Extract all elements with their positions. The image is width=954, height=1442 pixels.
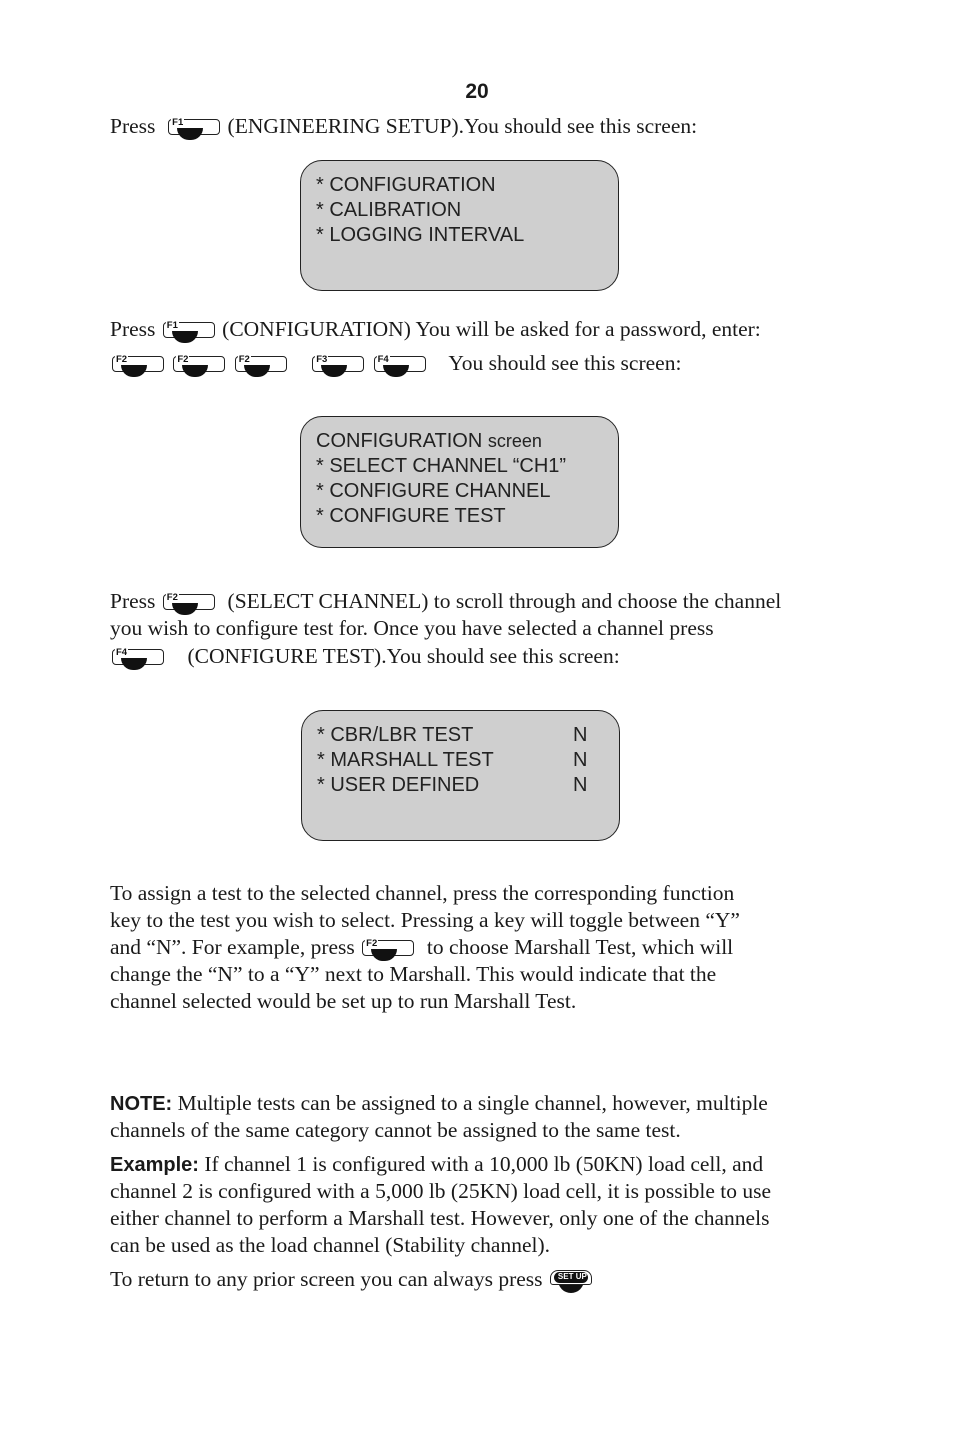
- step3-line2: you wish to configure test for. Once you have selected a channel press: [110, 616, 714, 640]
- step2-text: (CONFIGURATION) You will be asked for a password, enter:: [222, 317, 761, 341]
- f4-key-icon: F4: [374, 352, 426, 378]
- note-line: NOTE: Multiple tests can be assigned to a single channel, however, multiple: [110, 1091, 768, 1115]
- lcd-line: * CONFIGURATION: [316, 174, 496, 196]
- f1-key-icon: F1: [163, 318, 215, 344]
- example-line: can be used as the load channel (Stability channel).: [110, 1233, 550, 1257]
- lcd-line: * CALIBRATION: [316, 199, 462, 221]
- note-line: channels of the same category cannot be assigned to the same test.: [110, 1118, 681, 1142]
- assign-line: channel selected would be set up to run Marshall Test.: [110, 989, 577, 1013]
- lcd-screen-engineering-setup: [300, 160, 619, 291]
- lcd-row: * USER DEFINED N: [317, 774, 588, 796]
- lcd-row: * CBR/LBR TEST N: [317, 724, 588, 746]
- lcd-line: * LOGGING INTERVAL: [316, 224, 525, 246]
- setup-key-icon: SET UP: [550, 1268, 594, 1294]
- step1-text: (ENGINEERING SETUP).You should see this screen:: [227, 114, 698, 138]
- example-line: either channel to perform a Marshall test. However, only one of the channels: [110, 1206, 770, 1230]
- step2-line: [110, 316, 761, 344]
- f2-key-icon: F2: [173, 352, 225, 378]
- assign-line: and “N”. For example, press F2 to choose Marshall Test, which will: [110, 934, 733, 962]
- note-label: NOTE:: [110, 1093, 173, 1115]
- step3-line3: F4 (CONFIGURE TEST).You should see this screen:: [110, 643, 620, 671]
- f2-key-icon: F2: [235, 352, 287, 378]
- lcd-line: * CONFIGURE TEST: [316, 505, 506, 527]
- lcd-line: * CONFIGURE CHANNEL: [316, 480, 551, 502]
- step2-after: You should see this screen:: [448, 351, 682, 375]
- step1-line: [110, 113, 697, 141]
- example-label: Example:: [110, 1154, 199, 1176]
- f4-key-icon: F4: [112, 645, 164, 671]
- f3-key-icon: F3: [312, 352, 364, 378]
- lcd-screen-configuration: [300, 416, 619, 548]
- page-number: 20: [465, 80, 489, 103]
- lcd-title: CONFIGURATION screen: [316, 430, 542, 452]
- example-line: Example: If channel 1 is configured with a 10,000 lb (50KN) load cell, and: [110, 1152, 764, 1176]
- f2-key-icon: F2: [163, 590, 215, 616]
- f2-key-icon: F2: [112, 352, 164, 378]
- example-line: channel 2 is configured with a 5,000 lb (25KN) load cell, it is possible to use: [110, 1179, 771, 1203]
- assign-line: key to the test you wish to select. Pressing a key will toggle between “Y”: [110, 908, 740, 932]
- lcd-screen-configure-test: [301, 710, 620, 841]
- assign-line: change the “N” to a “Y” next to Marshall. This would indicate that the: [110, 962, 717, 986]
- press-word: Press: [110, 589, 156, 613]
- lcd-row: * MARSHALL TEST N: [317, 749, 588, 771]
- assign-line: To assign a test to the selected channel, press the corresponding function: [110, 881, 735, 905]
- lcd-line: * SELECT CHANNEL “CH1”: [316, 455, 567, 477]
- press-word: Press: [110, 317, 156, 341]
- password-keys-line: [110, 350, 681, 378]
- press-word: Press: [110, 114, 156, 138]
- return-line: To return to any prior screen you can always press SET UP: [110, 1266, 596, 1294]
- f2-key-icon: F2: [362, 936, 414, 962]
- step3-line1: Press F2 (SELECT CHANNEL) to scroll through and choose the channel: [110, 588, 781, 616]
- f1-key-icon: F1: [168, 115, 220, 141]
